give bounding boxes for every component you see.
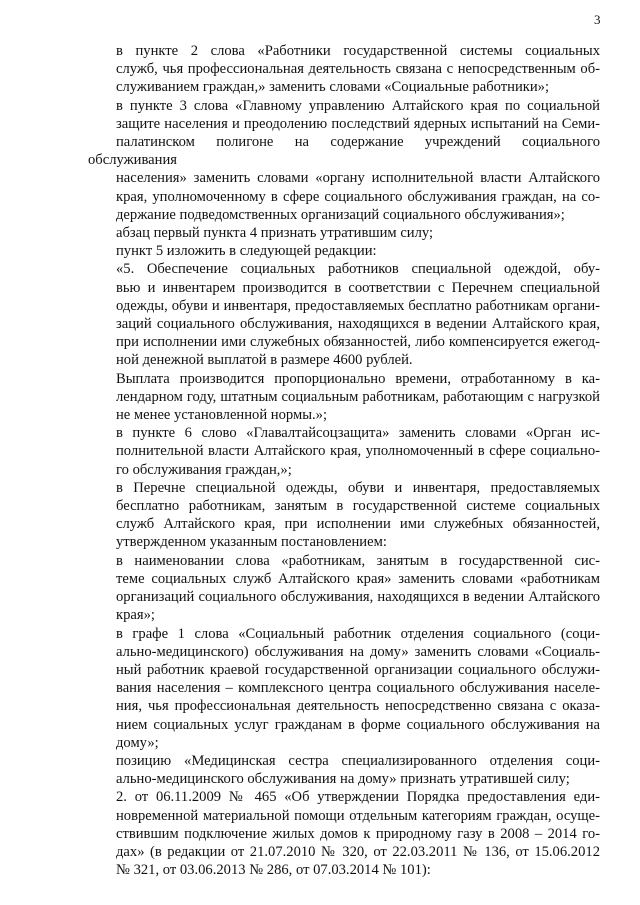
paragraph bbox=[88, 260, 600, 369]
text-line: «5. Обеспечение социальных работников специальной одеждой, обу- bbox=[116, 261, 600, 278]
text-line: бесплатно работникам, занятым в государственной системе социальных bbox=[116, 498, 600, 515]
text-line: позицию «Медицинская сестра специализированного отделения соци- bbox=[116, 752, 600, 769]
text-line: ально-медицинского обслуживания на дому» признать утратившей силу; bbox=[116, 771, 570, 788]
text-line: края, уполномоченному в сфере социального обслуживания граждан, на со- bbox=[116, 188, 600, 205]
text-line: в наименовании слова «работникам, занятым в государственной сис- bbox=[116, 552, 600, 569]
paragraph bbox=[88, 625, 600, 752]
text-line: защите населения и преодолению последствий ядерных испытаний на Семи- bbox=[116, 115, 600, 132]
text-line: служб Алтайского края, при исполнении ими служебных обязанностей, bbox=[116, 516, 600, 533]
text-line: № 321, от 03.06.2013 № 286, от 07.03.2014 № 101): bbox=[116, 862, 431, 879]
paragraph bbox=[88, 97, 600, 224]
paragraph bbox=[88, 370, 600, 425]
text-line: ния, чья профессиональная деятельность непосредственно связана с оказа- bbox=[116, 698, 600, 715]
text-line: Выплата производится пропорционально времени, отработанному в ка- bbox=[116, 370, 600, 387]
text-line: в пункте 6 слово «Главалтайсоцзащита» заменить словами «Орган ис- bbox=[116, 425, 600, 442]
document-body bbox=[88, 42, 600, 879]
paragraph bbox=[88, 424, 600, 479]
paragraph bbox=[88, 479, 600, 552]
text-line: вания населения – комплексного центра социального обслуживания населе- bbox=[116, 680, 600, 697]
text-line: в пункте 2 слова «Работники государственной системы социальных bbox=[116, 43, 600, 59]
text-line: края»; bbox=[116, 607, 155, 624]
text-line: населения» заменить словами «органу исполнительной власти Алтайского bbox=[116, 170, 600, 187]
text-line: дому»; bbox=[116, 734, 159, 751]
text-line: пункт 5 изложить в следующей редакции: bbox=[116, 243, 377, 260]
paragraph bbox=[88, 242, 600, 260]
text-line: заций социального обслуживания, находящихся в ведении Алтайского края, bbox=[116, 316, 600, 333]
paragraph bbox=[88, 42, 600, 97]
text-line: ный работник краевой государственной организации социального обслужи- bbox=[116, 661, 600, 678]
paragraph bbox=[88, 788, 600, 879]
text-line: в графе 1 слова «Социальный работник отделения социального (соци- bbox=[116, 625, 600, 642]
text-line: лендарном году, штатным социальным работникам, работающим с нагрузкой bbox=[116, 388, 600, 405]
text-line: полнительной власти Алтайского края, уполномоченный в сфере социально- bbox=[116, 443, 600, 460]
text-line: держание подведомственных организаций социального обслуживания»; bbox=[116, 206, 565, 223]
text-line: палатинском полигоне на содержание учреждений социального обслуживания bbox=[88, 134, 600, 169]
text-line: в Перечне специальной одежды, обуви и инвентаря, предоставляемых bbox=[116, 479, 600, 496]
text-line: теме социальных служб Алтайского края» заменить словами «работникам bbox=[116, 570, 600, 587]
text-line: ально-медицинского) обслуживания на дому» заменить словами «Социаль- bbox=[116, 643, 600, 660]
text-line: ной денежной выплатой в размере 4600 рублей. bbox=[116, 352, 413, 369]
text-line: служиванием граждан,» заменить словами «Социальные работники»; bbox=[116, 79, 550, 96]
text-line: 2. от 06.11.2009 № 465 «Об утверждении Порядка предоставления еди- bbox=[116, 789, 600, 806]
text-line: дах» (в редакции от 21.07.2010 № 320, от 22.03.2011 № 136, от 15.06.2012 bbox=[116, 843, 600, 860]
paragraph bbox=[88, 552, 600, 625]
text-line: абзац первый пункта 4 признать утратившим силу; bbox=[116, 225, 434, 242]
paragraph bbox=[88, 752, 600, 788]
text-line: одежды, обуви и инвентаря, предоставляемых бесплатно работникам органи- bbox=[116, 297, 600, 314]
text-line: вью и инвентарем производится в соответствии с Перечнем специальной bbox=[116, 279, 600, 296]
text-line: утвержденном указанным постановлением: bbox=[116, 534, 387, 551]
text-line: новременной материальной помощи отдельным категориям граждан, осуще- bbox=[116, 807, 600, 824]
text-line: организаций социального обслуживания, находящихся в ведении Алтайского bbox=[116, 589, 600, 606]
page-number: 3 bbox=[594, 12, 601, 27]
text-line: служб, чья профессиональная деятельность связана с непосредственным об- bbox=[116, 61, 600, 78]
text-line: ствившим подключение жилых домов к природному газу в 2008 – 2014 го- bbox=[116, 825, 600, 842]
paragraph bbox=[88, 224, 600, 242]
text-line: в пункте 3 слова «Главному управлению Алтайского края по социальной bbox=[116, 97, 600, 114]
text-line: не менее установленной нормы.»; bbox=[116, 407, 328, 424]
text-line: нием социальных услуг гражданам в форме социального обслуживания на bbox=[116, 716, 600, 733]
text-line: го обслуживания граждан,»; bbox=[116, 461, 292, 478]
text-line: при исполнении ими служебных обязанностей, либо компенсируется ежегод- bbox=[116, 334, 600, 351]
